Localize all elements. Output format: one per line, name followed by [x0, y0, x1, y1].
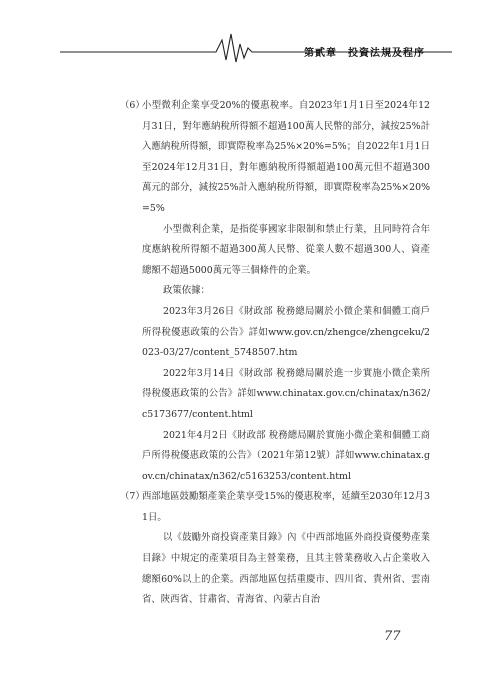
- paragraph: 以《鼓勵外商投資產業目錄》內《中西部地區外商投資優勢產業目錄》中規定的產業項目為主營業務，且其主營業務收入占企業收入總額60%以上的企業。西部地區包括重慶市、四川省、貴州省、雲南省、陝西省、甘肅省、青海省、內蒙古自治: [142, 532, 430, 606]
- policy-basis-label: 政策依據：: [163, 285, 210, 297]
- reference-item: 2021年4月2日《財政部 稅務總局關於實施小微企業和個體工商戶所得稅優惠政策的公告》（2021年第12號）詳如www.chinatax.gov.cn/chinatax/n362/c5163253/content.html: [142, 429, 430, 482]
- header-waveform-line: [0, 0, 480, 80]
- chapter-title: 第貳章 投資法規及程序: [304, 48, 425, 59]
- list-item-6: [120, 96, 430, 220]
- reference-item: 2022年3月14日《財政部 稅務總局關於進一步實施小微企業所得稅優惠政策的公告》詳如www.chinatax.gov.cn/chinatax/n362/c5173677/content.html: [142, 367, 430, 420]
- paragraph: 小型微利企業，是指從事國家非限制和禁止行業，且同時符合年度應納稅所得額不超過300萬人民幣、從業人數不超過300人、資產總額不超過5000萬元等三個條件的企業。: [142, 223, 430, 276]
- page-body: [120, 96, 430, 611]
- item-number: （7）: [120, 491, 145, 503]
- item-text: 西部地區鼓勵類產業企業享受15%的優惠稅率，延續至2030年12月31日。: [142, 491, 430, 523]
- item-text: 小型微利企業享受20%的優惠稅率。自2023年1月1日至2024年12月31日，對年應納稅所得額不超過100萬人民幣的部分，減按25%計入應納稅所得額，即實際稅率為25%×20%=5%；自2022年1月1日至2024年12月31日，對年應納稅所得額超過100萬元但不超過300萬元的部分，減按25%計入應納稅所得額，即實際稅率為25%×20%=5%: [142, 100, 430, 214]
- page-header: [0, 0, 480, 80]
- page-number: 77: [384, 629, 401, 644]
- list-item-7: [120, 487, 430, 528]
- reference-item: 2023年3月26日《財政部 稅務總局關於小微企業和個體工商戶所得稅優惠政策的公告》詳如www.gov.cn/zhengce/zhengceku/2023-03/27/content_5748507.htm: [142, 305, 430, 359]
- item-number: （6）: [120, 100, 145, 111]
